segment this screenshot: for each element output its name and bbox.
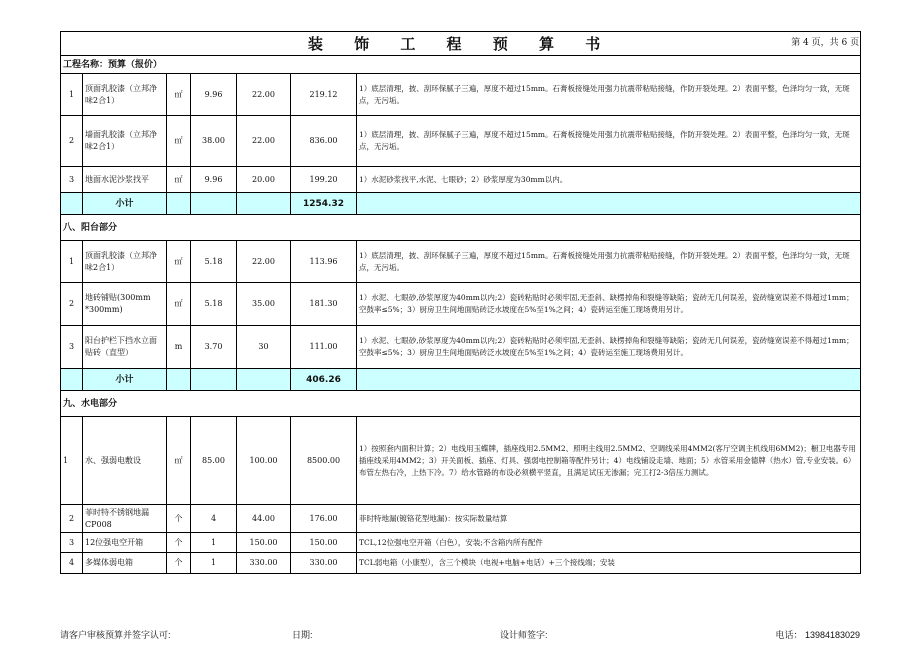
row-no: 3 [61,533,83,553]
item-name: 12位强电空开箱 [83,533,167,553]
quantity: 9.96 [191,74,237,116]
unit-price: 20.00 [237,167,291,193]
total: 150.00 [291,533,357,553]
row-no: 1 [61,241,83,283]
unit: ㎡ [167,167,191,193]
unit-price: 22.00 [237,116,291,167]
total: 199.20 [291,167,357,193]
table-row [61,505,861,533]
total: 181.30 [291,283,357,326]
description: 1）水泥、七眼砂,砂浆厚度为40mm以内;2）瓷砖粘贴时必须牢固,无歪斜、缺楞掉角和裂缝等缺陷；瓷砖无几何误差，瓷砖缝宽误差不得超过1mm；空鼓率≤5%；3）厨房卫生间地面贴砖泛水坡度在5%至1%之间；4）瓷砖运至施工现场费用另计。 [357,326,861,369]
item-name: 地砖铺贴(300mm *300mm) [83,283,167,326]
designer-signature-label: 设计师签字: [500,630,548,640]
table-row [61,533,861,553]
item-name: 地面水泥沙浆找平 [83,167,167,193]
total: 330.00 [291,553,357,574]
quantity: 38.00 [191,116,237,167]
quantity: 9.96 [191,167,237,193]
item-name: 阳台护栏下挡水立面贴砖（直型） [83,326,167,369]
section-title: 九、水电部分 [61,391,861,417]
unit: ㎡ [167,283,191,326]
unit-price: 150.00 [237,533,291,553]
phone-number: 电话： 13984183029 [775,630,860,640]
item-name: 顶面乳胶漆（立邦净味2合1） [83,241,167,283]
table-row [61,283,861,326]
description: 1）底层清理，披、刮环保腻子三遍，厚度不超过15mm。石膏板接缝处用强力抗震带粘贴接缝，作防开裂处理。2）表面平整，色泽均匀一致，无斑点，无污垢。 [357,74,861,116]
unit: 个 [167,505,191,533]
unit: 个 [167,553,191,574]
description: 1）水泥砂浆找平,水泥、七眼砂；2）砂浆厚度为30mm以内。 [357,167,861,193]
row-no: 2 [61,283,83,326]
quantity: 5.18 [191,283,237,326]
row-no: 3 [61,167,83,193]
total: 8500.00 [291,417,357,505]
table-row [61,417,861,505]
unit-price: 22.00 [237,74,291,116]
table-row [61,74,861,116]
unit-price: 44.00 [237,505,291,533]
table-row [61,326,861,369]
item-name: 菲时特不锈钢地漏CP008 [83,505,167,533]
unit: ㎡ [167,116,191,167]
row-no: 2 [61,116,83,167]
unit: m [167,326,191,369]
total: 113.96 [291,241,357,283]
table-row [61,553,861,574]
total: 176.00 [291,505,357,533]
quantity: 4 [191,505,237,533]
quantity: 5.18 [191,241,237,283]
quantity: 85.00 [191,417,237,505]
quantity: 1 [191,553,237,574]
unit: ㎡ [167,241,191,283]
quantity: 3.70 [191,326,237,369]
description: TCL,12位强电空开箱（白色），安装;不含箱内所有配件 [357,533,861,553]
description: 1）底层清理，披、刮环保腻子三遍，厚度不超过15mm。石膏板接缝处用强力抗震带粘贴接缝，作防开裂处理。2）表面平整，色泽均匀一致，无斑点，无污垢。 [357,241,861,283]
subtotal-value: 406.26 [291,369,357,391]
unit-price: 35.00 [237,283,291,326]
item-name: 顶面乳胶漆（立邦净味2合1） [83,74,167,116]
page-number: 第 4 页，共 6 页 [791,38,860,48]
item-name: 水、强弱电敷设 [83,417,167,505]
date-label: 日期: [292,630,313,640]
project-name: 工程名称：预算（报价） [61,56,861,74]
total: 836.00 [291,116,357,167]
unit: ㎡ [167,417,191,505]
table-row [61,241,861,283]
description: 菲时特地漏(镀铬花型地漏)：按实际数量结算 [357,505,861,533]
total: 111.00 [291,326,357,369]
subtotal-row [61,193,861,215]
description: 1）底层清理，披、刮环保腻子三遍，厚度不超过15mm。石膏板接缝处用强力抗震带粘贴接缝，作防开裂处理。2）表面平整，色泽均匀一致，无斑点，无污垢。 [357,116,861,167]
unit-price: 22.00 [237,241,291,283]
signature-footer [60,628,860,642]
row-no: 4 [61,553,83,574]
description: TCL弱电箱（小康型），含三个模块（电视+电脑+电话）+三个接线端；安装 [357,553,861,574]
customer-approval-label: 请客户审核预算并签字认可: [60,630,171,640]
description: 1）水泥、七眼砂,砂浆厚度为40mm以内;2）瓷砖粘贴时必须牢固,无歪斜、缺楞掉角和裂缝等缺陷；瓷砖无几何误差，瓷砖缝宽误差不得超过1mm；空鼓率≤5%；3）厨房卫生间地面贴砖泛水坡度在5%至1%之间；4）瓷砖运至施工现场费用另计。 [357,283,861,326]
document-title: 装 饰 工 程 预 算 书 [307,34,614,53]
row-no: 1 [61,417,83,505]
unit: 个 [167,533,191,553]
section-title: 八、阳台部分 [61,215,861,241]
subtotal-label: 小计 [83,369,167,391]
item-name: 墙面乳胶漆（立邦净味2合1） [83,116,167,167]
quantity: 1 [191,533,237,553]
total: 219.12 [291,74,357,116]
unit-price: 330.00 [237,553,291,574]
table-row [61,167,861,193]
row-no: 2 [61,505,83,533]
description: 1）按照套内面积计算；2）电线用玉蝶牌，插座线用2.5MM2、照明主线用2.5MM2、空调线采用4MM2(客厅空调主机线用6MM2)；橱卫电器专用插座线采用4MM2；3）开关面板、插座、灯具、强弱电控制箱等配件另计；4）电线铺设走墙、地面；5）水管采用金德牌（热水）管,专业安装。6）布管左热右冷，上热下冷。7）给水管路的布设必须横平竖直，且满足试压无渗漏；完工打2-3倍压力测试。 [357,417,861,505]
subtotal-value: 1254.32 [291,193,357,215]
row-no: 3 [61,326,83,369]
row-no: 1 [61,74,83,116]
subtotal-row [61,369,861,391]
budget-table [60,31,861,574]
item-name: 多媒体弱电箱 [83,553,167,574]
unit-price: 100.00 [237,417,291,505]
unit-price: 30 [237,326,291,369]
table-row [61,116,861,167]
subtotal-label: 小计 [83,193,167,215]
unit: ㎡ [167,74,191,116]
